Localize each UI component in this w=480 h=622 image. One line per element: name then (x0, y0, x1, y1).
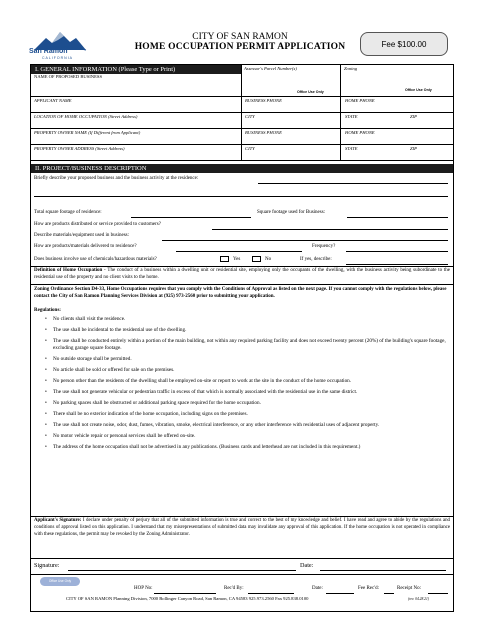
office-use-label: Office Use Only (297, 90, 324, 94)
regulation-item: • No outside storage shall be permitted. (45, 356, 132, 363)
hop-number-label: HOP No: (134, 586, 153, 591)
date-input[interactable] (320, 570, 446, 571)
received-by-input[interactable] (248, 593, 294, 594)
form-title: HOME OCCUPATION PERMIT APPLICATION (134, 42, 346, 52)
row-line (31, 144, 453, 145)
distribution-input[interactable] (212, 229, 448, 230)
hazardous-label: Does business involve use of chemicals/hazardous materials? (34, 257, 157, 262)
delivery-label: How are products/materials delivered to residence? (34, 244, 137, 249)
applicant-signature-title: Applicant's Signature: (34, 518, 82, 523)
receipt-number-input[interactable] (428, 593, 448, 594)
applicant-name-field[interactable]: APPLICANT NAME (34, 98, 72, 103)
owner-state-field[interactable]: STATE (345, 146, 358, 151)
definition-text: - The conduct of a business within a dwelling unit or residential site, employing only the occupants of the dwelling, with the business activity being subordinate to the residential use of the property and no client visits to the home. (34, 268, 451, 280)
zoning-label: Zoning (344, 66, 358, 71)
logo-subtitle: CALIFORNIA (42, 56, 74, 60)
hazardous-describe-input[interactable] (346, 264, 448, 265)
business-sqft-input[interactable] (347, 217, 448, 218)
describe-business-label: Briefly describe your proposed business and the business activity at the residence: (34, 176, 199, 181)
row-line (31, 128, 453, 129)
office-use-seal: Office Use Only (40, 577, 80, 586)
total-sqft-label: Total square footage of residence: (34, 210, 102, 215)
logo-name: San Ramon (29, 48, 68, 55)
equipment-label: Describe materials/equipment used in business: (34, 233, 129, 238)
state-field[interactable]: STATE (345, 114, 358, 119)
parcel-number-label: Assessor's Parcel Number(s) (244, 66, 297, 71)
row-line (31, 558, 453, 559)
fee-badge: Fee $100.00 (360, 32, 448, 56)
ordinance-paragraph: Zoning Ordinance Section D4-33, Home Occupations requires that you comply with the Conditions of Approval as listed on the next page. If you cannot comply with the regulations below, please contact the City of San Ramon Planning Services Division at (925) 973-2560 prior to submitting your application. (34, 287, 447, 299)
office-date-input[interactable] (326, 593, 354, 594)
date-label: Date: (300, 562, 314, 569)
business-name-field[interactable]: NAME OF PROPOSED BUSINESS (34, 74, 103, 79)
received-by-label: Rec'd By: (224, 586, 244, 591)
row-line (31, 516, 453, 517)
declaration-text: I declare under penalty of perjury that all of the submitted information is true and correct to the best of my knowledge and belief. I have read and agree to abide by the regulations and conditions of approval listed on this application. I understand that my misrepresentations of submitted data may invalidate any approval of this application. If the home occupation is not operated in compliance with these regulations, the permit may be revoked by the Zoning Administrator. (34, 518, 450, 537)
applicant-declaration (34, 518, 450, 538)
equipment-input[interactable] (162, 240, 448, 241)
regulation-item: • The address of the home occupation shall not be advertised in any publications. (Business cards and letterhead are not included in this requirement.) (45, 444, 361, 451)
receipt-number-label: Receipt No: (397, 586, 422, 591)
frequency-input[interactable] (346, 251, 448, 252)
fee-received-input[interactable] (384, 593, 394, 594)
divider (340, 65, 341, 97)
regulation-item: • No article shall be sold or offered for sale on the premises. (45, 367, 175, 374)
distribution-label: How are products distributed or service provided to customers? (34, 222, 161, 227)
regulation-item: • The use shall not create noise, odor, dust, fumes, vibration, smoke, electrical interference, or any other interference with residential uses of adjacent property. (45, 422, 380, 429)
regulation-item: • There shall be no exterior indication of the home occupation, including signs on the premises. (45, 411, 248, 418)
business-sqft-label: Square footage used for Business: (257, 210, 326, 215)
if-yes-label: If yes, describe: (300, 257, 332, 262)
total-sqft-input[interactable] (131, 217, 251, 218)
regulation-item: • No clients shall visit the residence. (45, 316, 126, 322)
location-field[interactable]: LOCATION OF HOME OCCUPATION (Street Address) (34, 114, 138, 119)
divider (241, 65, 242, 97)
yes-label: Yes (233, 257, 241, 262)
business-phone-field[interactable]: BUSINESS PHONE (245, 98, 282, 103)
frequency-label: Frequency? (312, 244, 336, 249)
row-line (31, 96, 453, 97)
row-line (31, 284, 453, 285)
footer-address: CITY OF SAN RAMON Planning Division, 7000 Bollinger Canyon Road, San Ramon, CA 94583 925.973.2560 Fax 925.838.0100 (66, 596, 309, 601)
definition-title: Definition of Home Occupation (34, 268, 103, 273)
regulation-item: • The use shall be incidental to the residential use of the dwelling. (45, 327, 187, 333)
row-line (31, 112, 453, 113)
delivery-input[interactable] (176, 251, 302, 252)
regulations-heading: Regulations: (34, 308, 61, 313)
section-description-heading: II. PROJECT/BUSINESS DESCRIPTION (31, 164, 453, 173)
city-field[interactable]: CITY (245, 114, 255, 119)
owner-zip-field[interactable]: ZIP (410, 146, 417, 151)
row-line (31, 160, 453, 161)
signature-label: Signature: (34, 562, 60, 569)
owner-business-phone-field[interactable]: BUSINESS PHONE (245, 130, 282, 135)
hazardous-no-checkbox[interactable] (252, 256, 261, 262)
regulation-item: • The use shall not generate vehicular or pedestrian traffic in excess of that which is normally associated with the residential use in the same district. (45, 389, 358, 396)
owner-name-field[interactable]: PROPERTY OWNER NAME (If Different from Applicant) (34, 130, 141, 135)
owner-address-field[interactable]: PROPERTY OWNER ADDRESS (Street Address) (34, 146, 125, 151)
describe-business-input[interactable] (258, 183, 448, 184)
regulations-list (45, 316, 450, 455)
office-use-label: Office Use Only (405, 88, 432, 92)
home-phone-field[interactable]: HOME PHONE (345, 98, 375, 103)
city-name: CITY OF SAN RAMON (192, 32, 288, 42)
section-general-heading: I. GENERAL INFORMATION (Please Type or Print) (31, 65, 241, 74)
fee-received-label: Fee Rec'd: (358, 586, 380, 591)
describe-business-input-line2[interactable] (34, 196, 448, 197)
revision-date: (rev. 04.28.21) (408, 597, 429, 601)
owner-home-phone-field[interactable]: HOME PHONE (345, 130, 375, 135)
definition-paragraph (34, 267, 450, 281)
regulation-item: • No motor vehicle repair or personal services shall be offered on-site. (45, 433, 196, 440)
no-label: No (265, 257, 272, 262)
row-line (31, 574, 453, 575)
owner-city-field[interactable]: CITY (245, 146, 255, 151)
regulation-item: • No parking spaces shall be obstructed or additional parking space required for the home occupation. (45, 400, 261, 407)
regulation-item: • The use shall be conducted entirely within a portion of the main building, not within any required parking facility and does not exceed twenty percent (20%) of the building's square footage, excluding garage square footage. (45, 338, 446, 352)
hazardous-yes-checkbox[interactable] (220, 256, 229, 262)
hop-number-input[interactable] (154, 593, 216, 594)
zip-field[interactable]: ZIP (410, 114, 417, 119)
signature-input[interactable] (68, 570, 296, 571)
regulation-item: • No person other than the residents of the dwelling shall be employed on-site or report to work at the site in the conduct of the home occupation. (45, 378, 352, 385)
office-date-label: Date: (312, 586, 323, 591)
